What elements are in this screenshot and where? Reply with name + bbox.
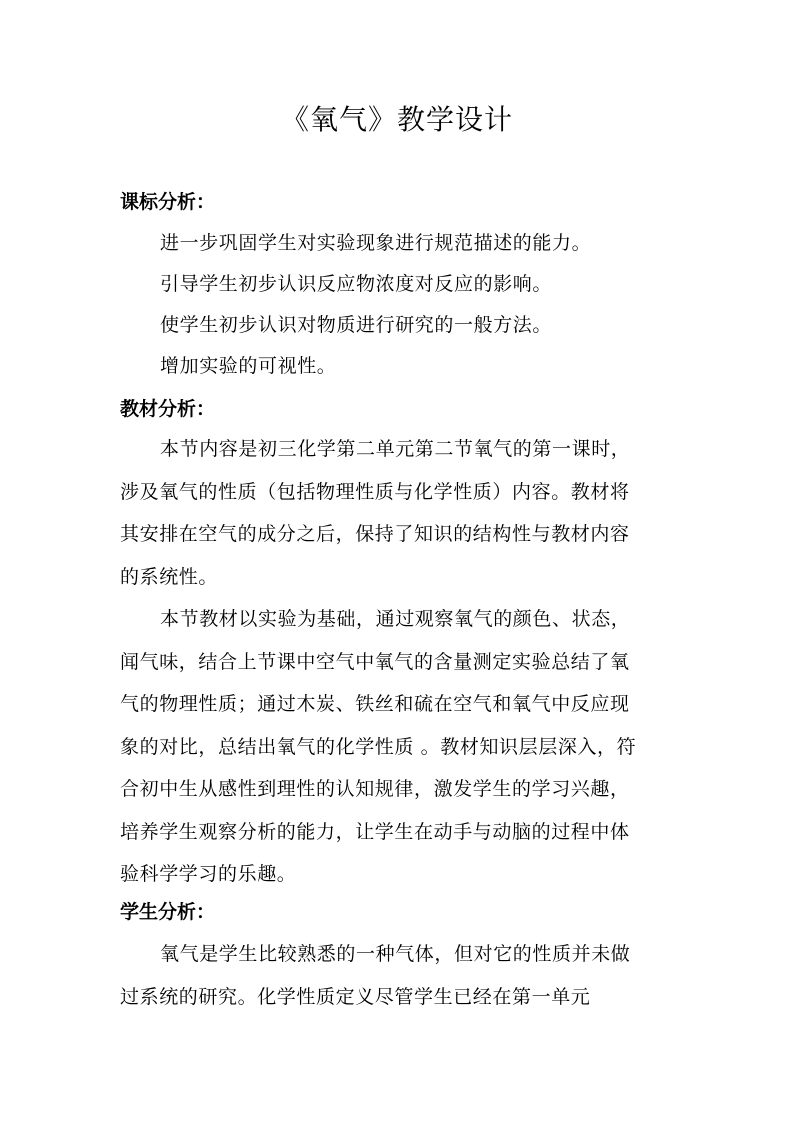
paragraph-line: 培养学生观察分析的能力，让学生在动手与动脑的过程中体 (120, 821, 630, 843)
paragraph-line: 气的物理性质；通过木炭、铁丝和硫在空气和氧气中反应现 (120, 693, 630, 715)
paragraph-line: 闻气味，结合上节课中空气中氧气的含量测定实验总结了氧 (120, 651, 630, 673)
section-heading-curriculum: 课标分析： (120, 191, 216, 213)
paragraph-line: 本节内容是初三化学第二单元第二节氧气的第一课时， (160, 438, 631, 460)
paragraph-line: 本节教材以实验为基础，通过观察氧气的颜色、状态， (160, 608, 631, 630)
section-heading-textbook: 教材分析： (120, 398, 216, 420)
paragraph-line: 涉及氧气的性质（包括物理性质与化学性质）内容。教材将 (120, 481, 630, 503)
document-title: 《氧气》教学设计 (280, 103, 513, 136)
paragraph-line: 引导学生初步认识反应物浓度对反应的影响。 (160, 273, 553, 295)
paragraph-line: 的系统性。 (120, 566, 219, 588)
paragraph-line: 氧气是学生比较熟悉的一种气体，但对它的性质并未做 (160, 943, 631, 965)
paragraph-line: 进一步巩固学生对实验现象进行规范描述的能力。 (160, 232, 592, 254)
paragraph-line: 验科学学习的乐趣。 (120, 863, 297, 885)
paragraph-line: 其安排在空气的成分之后，保持了知识的结构性与教材内容 (120, 523, 630, 545)
paragraph-line: 象的对比，总结出氧气的化学性质 。教材知识层层深入，符 (120, 736, 637, 758)
paragraph-line: 使学生初步认识对物质进行研究的一般方法。 (160, 314, 553, 336)
section-heading-students: 学生分析： (120, 901, 216, 923)
paragraph-line: 增加实验的可视性。 (160, 355, 337, 377)
paragraph-line: 合初中生从感性到理性的认知规律，激发学生的学习兴趣， (120, 778, 630, 800)
paragraph-line: 过系统的研究。化学性质定义尽管学生已经在第一单元 (120, 986, 591, 1008)
